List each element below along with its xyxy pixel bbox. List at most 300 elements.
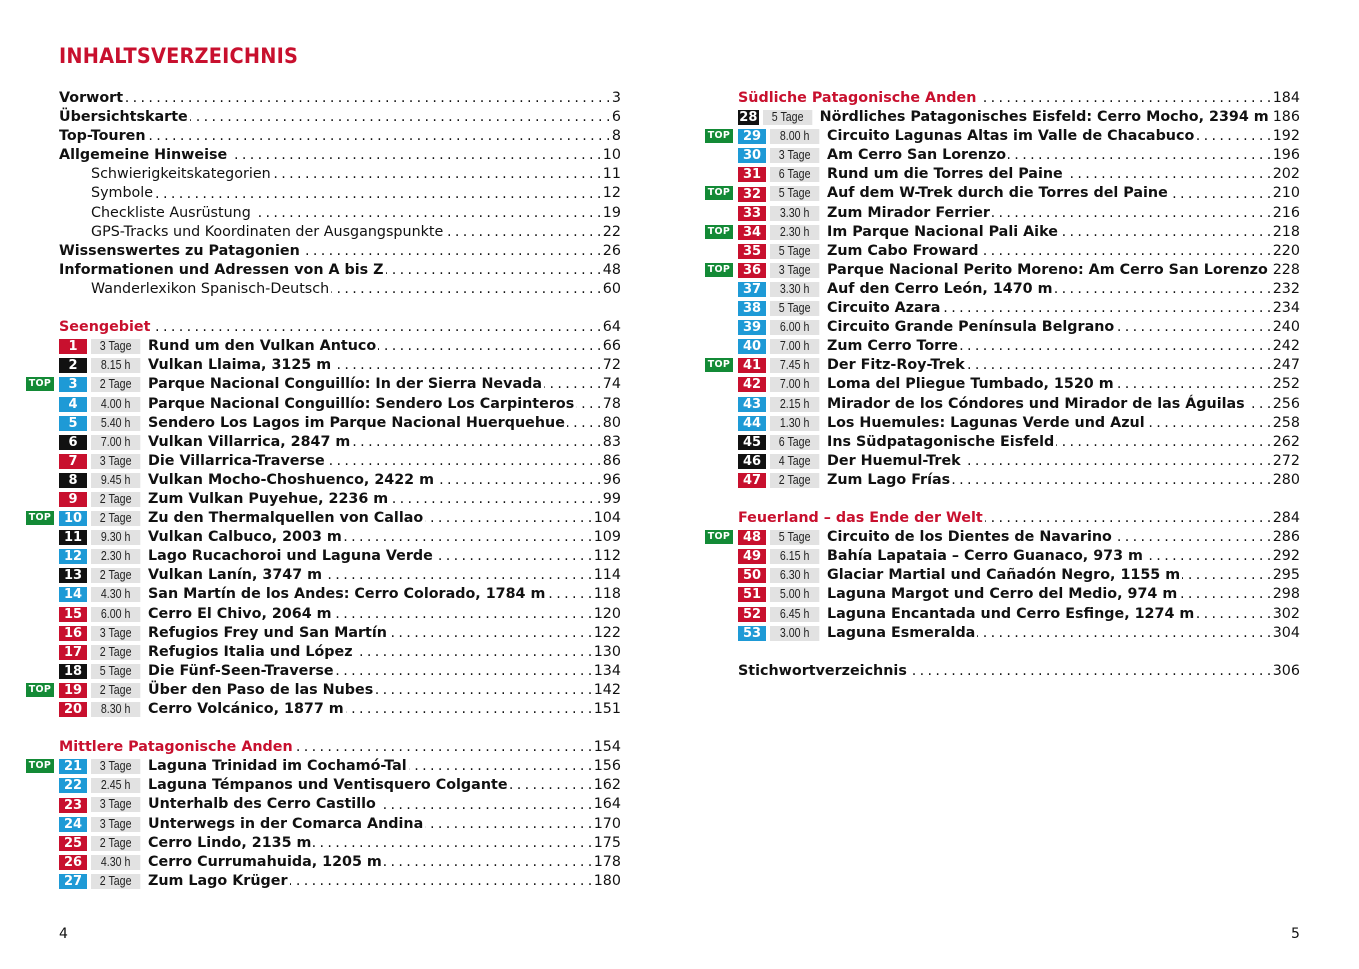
top-tour-badge: TOP xyxy=(26,683,54,697)
top-tour-badge: TOP xyxy=(26,377,54,391)
tour-entry[interactable] xyxy=(738,585,1300,604)
entry-page-number: 3 xyxy=(611,90,621,106)
entry-page-number: 48 xyxy=(602,261,621,278)
spacer xyxy=(59,719,621,738)
tour-entry[interactable] xyxy=(738,395,1300,414)
tour-page-number: 134 xyxy=(593,662,621,679)
tour-entry[interactable] xyxy=(738,452,1300,471)
tour-page-number: 156 xyxy=(593,758,621,775)
entry-title: Symbole xyxy=(91,185,154,202)
tour-page-number: 295 xyxy=(1272,567,1300,584)
dot-leader xyxy=(390,490,601,509)
top-tour-badge: TOP xyxy=(705,129,733,143)
dot-leader xyxy=(155,185,601,204)
tour-number-badge: 8 xyxy=(59,473,87,488)
entry-page-number: 19 xyxy=(602,204,621,221)
tour-title: Die Villarrica-Traverse xyxy=(148,452,325,469)
tour-page-number: 228 xyxy=(1272,261,1300,278)
dot-leader xyxy=(346,700,592,719)
tour-entry[interactable] xyxy=(738,165,1300,184)
entry-title: Informationen und Adressen von A bis Z xyxy=(59,261,384,278)
tour-page-number: 180 xyxy=(593,872,621,889)
top-tour-badge: TOP xyxy=(705,263,733,277)
section-heading[interactable] xyxy=(59,318,621,337)
tour-number-badge: 49 xyxy=(738,549,766,564)
tour-title: Zum Lago Frías xyxy=(827,471,951,488)
tour-duration: 6 Tage xyxy=(770,435,819,450)
tour-number-badge: 25 xyxy=(59,836,87,851)
entry-title: Allgemeine Hinweise xyxy=(59,147,228,164)
tour-page-number: 232 xyxy=(1272,280,1300,297)
tour-number-badge: 44 xyxy=(738,416,766,431)
tour-title: Sendero Los Lagos im Parque Nacional Huerquehue xyxy=(148,414,565,431)
tour-page-number: 298 xyxy=(1272,586,1300,603)
dot-leader xyxy=(1055,280,1271,299)
tour-number-badge: 34 xyxy=(738,225,766,240)
tour-entry[interactable] xyxy=(59,795,621,814)
entry-page-number: 6 xyxy=(611,109,621,126)
tour-page-number: 292 xyxy=(1272,548,1300,565)
tour-entry[interactable] xyxy=(738,242,1300,261)
tour-number-badge: 31 xyxy=(738,167,766,182)
entry-title: Übersichtskarte xyxy=(59,109,188,126)
tour-duration: 7.00 h xyxy=(770,339,819,354)
tour-page-number: 80 xyxy=(602,414,621,431)
tour-number-badge: 50 xyxy=(738,568,766,583)
tour-entry[interactable] xyxy=(59,395,621,414)
tour-entry[interactable] xyxy=(738,204,1300,223)
duration-box xyxy=(91,776,141,795)
dot-leader xyxy=(389,624,592,643)
toc-entry[interactable] xyxy=(59,184,621,203)
tour-number-badge: 26 xyxy=(59,855,87,870)
tour-title: Die Fünf-Seen-Traverse xyxy=(148,662,334,679)
tour-page-number: 196 xyxy=(1272,147,1300,164)
tour-duration: 3 Tage xyxy=(91,797,140,812)
tour-title: Der Huemul-Trek xyxy=(827,452,961,469)
tour-entry[interactable] xyxy=(707,261,1300,280)
tour-entry[interactable] xyxy=(59,853,621,872)
tour-number-badge: 42 xyxy=(738,377,766,392)
duration-box xyxy=(91,356,141,375)
tour-duration: 8.00 h xyxy=(770,129,819,144)
tour-entry[interactable] xyxy=(28,375,621,394)
dot-leader xyxy=(1116,318,1270,337)
tour-duration: 3.00 h xyxy=(770,626,819,641)
entry-page-number: 12 xyxy=(602,185,621,202)
tour-entry[interactable] xyxy=(738,566,1300,585)
duration-box xyxy=(91,624,141,643)
table-of-contents-right xyxy=(707,89,1300,681)
tour-title: San Martín de los Andes: Cerro Colorado, 1784 m xyxy=(148,586,546,603)
tour-page-number: 272 xyxy=(1272,452,1300,469)
tour-number-badge: 23 xyxy=(59,798,87,813)
tour-duration: 2.45 h xyxy=(91,778,140,793)
tour-entry[interactable] xyxy=(738,471,1300,490)
tour-entry[interactable] xyxy=(738,299,1300,318)
tour-entry[interactable] xyxy=(59,585,621,604)
tour-title: Laguna Esmeralda xyxy=(827,624,976,641)
tour-number-badge: 11 xyxy=(59,530,87,545)
section-heading[interactable] xyxy=(738,509,1300,528)
tour-duration: 2.30 h xyxy=(91,549,140,564)
tour-page-number: 210 xyxy=(1272,185,1300,202)
dot-leader xyxy=(1060,223,1271,242)
dot-leader xyxy=(302,242,601,261)
tour-duration: 7.45 h xyxy=(770,358,819,373)
tour-title: Circuito Lagunas Altas im Valle de Chacabuco xyxy=(827,128,1195,145)
tour-entry[interactable] xyxy=(738,624,1300,643)
tour-title: Ins Südpatagonische Eisfeld xyxy=(827,433,1055,450)
tour-entry[interactable] xyxy=(59,452,621,471)
toc-entry[interactable] xyxy=(59,165,621,184)
tour-entry[interactable] xyxy=(738,146,1300,165)
duration-box xyxy=(770,375,820,394)
tour-duration: 3 Tage xyxy=(770,263,819,278)
tour-number-badge: 17 xyxy=(59,645,87,660)
tour-duration: 3 Tage xyxy=(770,148,819,163)
tour-title: Circuito de los Dientes de Navarino xyxy=(827,529,1112,546)
dot-leader xyxy=(963,452,1271,471)
duration-box xyxy=(770,547,820,566)
tour-entry[interactable] xyxy=(28,509,621,528)
spacer xyxy=(738,643,1300,662)
dot-leader xyxy=(253,204,601,223)
tour-entry[interactable] xyxy=(707,223,1300,242)
duration-box xyxy=(770,433,820,452)
tour-duration: 5 Tage xyxy=(770,530,819,545)
tour-entry[interactable] xyxy=(59,490,621,509)
tour-entry[interactable] xyxy=(738,547,1300,566)
tour-title: Circuito Grande Península Belgrano xyxy=(827,319,1115,336)
duration-box xyxy=(91,585,141,604)
toc-entry[interactable] xyxy=(59,89,621,108)
toc-entry[interactable] xyxy=(738,662,1300,681)
entry-page-number: 26 xyxy=(602,242,621,259)
tour-duration: 6.15 h xyxy=(770,549,819,564)
toc-entry[interactable] xyxy=(59,146,621,165)
tour-title: Unterhalb des Cerro Castillo xyxy=(148,796,376,813)
tour-number-badge: 21 xyxy=(59,759,87,774)
tour-number-badge: 33 xyxy=(738,206,766,221)
toc-entry[interactable] xyxy=(59,261,621,280)
duration-box xyxy=(770,261,820,280)
tour-entry[interactable] xyxy=(707,127,1300,146)
dot-leader xyxy=(334,605,592,624)
tour-page-number: 220 xyxy=(1272,242,1300,259)
tour-title: Rund um den Vulkan Antuco xyxy=(148,338,377,355)
tour-duration: 2 Tage xyxy=(91,492,140,507)
entry-page-number: 10 xyxy=(602,147,621,164)
tour-page-number: 216 xyxy=(1272,204,1300,221)
tour-page-number: 99 xyxy=(602,490,621,507)
duration-box xyxy=(91,414,141,433)
tour-page-number: 120 xyxy=(593,605,621,622)
dot-leader xyxy=(992,204,1271,223)
duration-box xyxy=(91,528,141,547)
tour-title: Vulkan Lanín, 3747 m xyxy=(148,567,323,584)
entry-title: Vorwort xyxy=(59,90,124,106)
tour-entry[interactable] xyxy=(28,681,621,700)
tour-page-number: 114 xyxy=(593,567,621,584)
tour-page-number: 130 xyxy=(593,643,621,660)
dot-leader xyxy=(290,872,592,891)
tour-title: Zum Cerro Torre xyxy=(827,338,958,355)
tour-entry[interactable] xyxy=(707,356,1300,375)
tour-title: Refugios Italia und López xyxy=(148,643,353,660)
tour-number-badge: 28 xyxy=(739,110,758,126)
tour-page-number: 86 xyxy=(602,452,621,469)
tour-page-number: 175 xyxy=(593,834,621,851)
dot-leader xyxy=(378,796,592,815)
tour-duration: 6.30 h xyxy=(770,568,819,583)
tour-entry[interactable] xyxy=(59,624,621,643)
tour-title: Vulkan Llaima, 3125 m xyxy=(148,357,332,374)
tour-entry[interactable] xyxy=(738,433,1300,452)
duration-box xyxy=(91,452,141,471)
tour-entry[interactable] xyxy=(28,757,621,776)
dot-leader xyxy=(985,509,1271,528)
tour-number-badge: 48 xyxy=(738,530,766,545)
tour-duration: 2.30 h xyxy=(770,225,819,240)
tour-entry[interactable] xyxy=(59,547,621,566)
section-page-number: 64 xyxy=(602,319,621,336)
entry-page-number: 60 xyxy=(602,280,621,297)
tour-duration: 3 Tage xyxy=(91,626,140,641)
tour-title: Cerro Volcánico, 1877 m xyxy=(148,701,344,717)
tour-duration: 2.15 h xyxy=(770,397,819,412)
tour-title: Am Cerro San Lorenzo xyxy=(827,147,1007,164)
tour-duration: 3.30 h xyxy=(770,206,819,221)
tour-number-badge: 3 xyxy=(59,377,87,392)
tour-entry[interactable] xyxy=(59,528,621,547)
tour-title: Laguna Encantada und Cerro Esfinge, 1274 m xyxy=(827,605,1195,622)
dot-leader xyxy=(327,452,601,471)
tour-duration: 3.30 h xyxy=(770,282,819,297)
tour-entry[interactable] xyxy=(59,414,621,433)
tour-duration: 5 Tage xyxy=(91,664,140,679)
dot-leader xyxy=(967,356,1271,375)
tour-duration: 2 Tage xyxy=(91,377,140,392)
duration-box xyxy=(91,853,141,872)
entry-title: Top-Touren xyxy=(59,128,146,145)
tour-entry[interactable] xyxy=(59,815,621,834)
right-page xyxy=(680,0,1359,969)
dot-leader xyxy=(190,108,610,127)
tour-entry[interactable] xyxy=(59,356,621,375)
dot-leader xyxy=(436,471,601,490)
tour-duration: 4.00 h xyxy=(91,397,140,412)
top-tour-badge: TOP xyxy=(26,759,54,773)
dot-leader xyxy=(336,662,592,681)
tour-duration: 5.40 h xyxy=(91,416,140,431)
dot-leader xyxy=(544,375,601,394)
dot-leader xyxy=(1170,185,1271,204)
tour-entry[interactable] xyxy=(738,318,1300,337)
page-title: INHALTSVERZEICHNIS xyxy=(59,44,299,68)
tour-number-badge: 22 xyxy=(59,778,87,793)
tour-title: Cerro Currumahuida, 1205 m xyxy=(148,853,382,870)
tour-title: Los Huemules: Lagunas Verde und Azul xyxy=(827,414,1145,431)
dot-leader xyxy=(435,547,592,566)
duration-box xyxy=(770,280,820,299)
duration-box xyxy=(91,605,141,624)
tour-number-badge: 16 xyxy=(59,626,87,641)
duration-box xyxy=(91,795,141,814)
tour-number-badge: 4 xyxy=(59,397,87,412)
dot-leader xyxy=(295,738,592,757)
tour-title: Über den Paso de las Nubes xyxy=(148,681,374,698)
tour-number-badge: 41 xyxy=(738,358,766,373)
tour-entry[interactable] xyxy=(738,337,1300,356)
tour-page-number: 192 xyxy=(1272,128,1300,145)
tour-page-number: 286 xyxy=(1272,529,1300,546)
tour-number-badge: 46 xyxy=(738,454,766,469)
tour-page-number: 252 xyxy=(1272,376,1300,393)
tour-title: Laguna Témpanos und Ventisquero Colgante xyxy=(148,777,508,794)
tour-page-number: 112 xyxy=(593,548,621,565)
tour-duration: 2 Tage xyxy=(91,836,140,851)
tour-entry[interactable] xyxy=(738,375,1300,394)
entry-page-number: 306 xyxy=(1272,662,1300,679)
tour-duration: 8.15 h xyxy=(91,358,140,373)
tour-duration: 1.30 h xyxy=(770,416,819,431)
dot-leader xyxy=(331,280,601,299)
dot-leader xyxy=(980,242,1270,261)
tour-number-badge: 19 xyxy=(59,683,87,698)
tour-number-badge: 36 xyxy=(738,263,766,278)
toc-entry[interactable] xyxy=(59,242,621,261)
duration-box xyxy=(770,471,820,490)
section-page-number: 284 xyxy=(1272,510,1300,527)
tour-number-badge: 12 xyxy=(59,549,87,564)
duration-box xyxy=(91,662,141,681)
duration-box xyxy=(770,223,820,242)
duration-box xyxy=(770,395,820,414)
tour-entry[interactable] xyxy=(59,643,621,662)
tour-duration: 9.45 h xyxy=(91,473,140,488)
tour-entry[interactable] xyxy=(59,471,621,490)
tour-number-badge: 35 xyxy=(738,244,766,259)
tour-title: Auf den Cerro León, 1470 m xyxy=(827,280,1053,297)
tour-duration: 6.00 h xyxy=(770,320,819,335)
entry-title: Wissenswertes zu Patagonien xyxy=(59,242,300,259)
dot-leader xyxy=(960,337,1271,356)
section-title: Feuerland – das Ende der Welt xyxy=(738,510,983,527)
tour-number-badge: 13 xyxy=(59,568,87,583)
tour-duration: 2 Tage xyxy=(91,645,140,660)
tour-duration: 2 Tage xyxy=(91,683,140,698)
spacer xyxy=(59,299,621,318)
tour-duration: 7.00 h xyxy=(770,377,819,392)
tour-entry[interactable] xyxy=(738,605,1300,624)
entry-title: GPS-Tracks und Koordinaten der Ausgangspunkte xyxy=(91,223,444,240)
tour-number-badge: 14 xyxy=(59,587,87,602)
dot-leader xyxy=(1147,414,1271,433)
tour-entry[interactable] xyxy=(59,605,621,624)
dot-leader xyxy=(378,337,601,356)
tour-number-badge: 45 xyxy=(738,435,766,450)
tour-number-badge: 15 xyxy=(59,607,87,622)
tour-title: Unterwegs in der Comarca Andina xyxy=(148,815,424,832)
tour-entry[interactable] xyxy=(59,337,621,356)
tour-number-badge: 30 xyxy=(738,148,766,163)
section-heading[interactable] xyxy=(59,738,621,757)
tour-title: Cerro El Chivo, 2064 m xyxy=(148,605,332,622)
spacer xyxy=(738,490,1300,509)
tour-entry[interactable] xyxy=(59,776,621,795)
tour-duration: 3 Tage xyxy=(91,454,140,469)
tour-entry[interactable] xyxy=(59,433,621,452)
tour-entry[interactable] xyxy=(59,662,621,681)
section-title: Seengebiet xyxy=(59,319,151,336)
dot-leader xyxy=(1247,395,1271,414)
dot-leader xyxy=(1116,375,1271,394)
tour-number-badge: 40 xyxy=(738,339,766,354)
tour-duration: 6.00 h xyxy=(91,607,140,622)
toc-entry[interactable] xyxy=(59,280,621,299)
dot-leader xyxy=(1179,585,1270,604)
duration-box xyxy=(770,414,820,433)
toc-entry[interactable] xyxy=(59,223,621,242)
tour-entry[interactable] xyxy=(738,108,1300,127)
section-title: Mittlere Patagonische Anden xyxy=(59,739,293,756)
tour-number-badge: 24 xyxy=(59,817,87,832)
toc-entry[interactable] xyxy=(59,204,621,223)
dot-leader xyxy=(355,643,592,662)
tour-duration: 6.45 h xyxy=(770,607,819,622)
section-heading[interactable] xyxy=(738,89,1300,108)
tour-number-badge: 32 xyxy=(738,187,766,202)
tour-page-number: 234 xyxy=(1272,300,1300,317)
duration-box xyxy=(91,757,141,776)
table-of-contents-left xyxy=(28,89,621,891)
tour-page-number: 142 xyxy=(593,681,621,698)
tour-duration: 3 Tage xyxy=(91,759,140,774)
tour-duration: 2 Tage xyxy=(91,874,140,889)
duration-box xyxy=(91,681,141,700)
tour-duration: 5 Tage xyxy=(770,244,819,259)
dot-leader xyxy=(1056,433,1270,452)
tour-entry[interactable] xyxy=(59,700,621,719)
tour-entry[interactable] xyxy=(738,280,1300,299)
tour-entry[interactable] xyxy=(59,834,621,853)
tour-entry[interactable] xyxy=(59,872,621,891)
top-tour-badge: TOP xyxy=(705,186,733,200)
tour-title: Laguna Trinidad im Cochamó-Tal xyxy=(148,758,407,775)
tour-entry[interactable] xyxy=(707,184,1300,203)
tour-duration: 3 Tage xyxy=(91,339,140,354)
dot-leader xyxy=(1196,127,1270,146)
tour-entry[interactable] xyxy=(738,414,1300,433)
tour-entry[interactable] xyxy=(707,528,1300,547)
tour-number-badge: 38 xyxy=(738,301,766,316)
tour-title: Circuito Azara xyxy=(827,300,941,317)
toc-entry[interactable] xyxy=(59,127,621,146)
toc-entry[interactable] xyxy=(59,108,621,127)
tour-entry[interactable] xyxy=(59,566,621,585)
top-tour-badge: TOP xyxy=(705,225,733,239)
tour-duration: 4.30 h xyxy=(91,855,140,870)
dot-leader xyxy=(942,299,1270,318)
tour-number-badge: 9 xyxy=(59,492,87,507)
dot-leader xyxy=(952,471,1271,490)
tour-number-badge: 29 xyxy=(738,129,766,144)
dot-leader xyxy=(152,318,600,337)
tour-number-badge: 10 xyxy=(59,511,87,526)
dot-leader xyxy=(148,127,610,146)
tour-title: Bahía Lapataia – Cerro Guanaco, 973 m xyxy=(827,548,1143,565)
